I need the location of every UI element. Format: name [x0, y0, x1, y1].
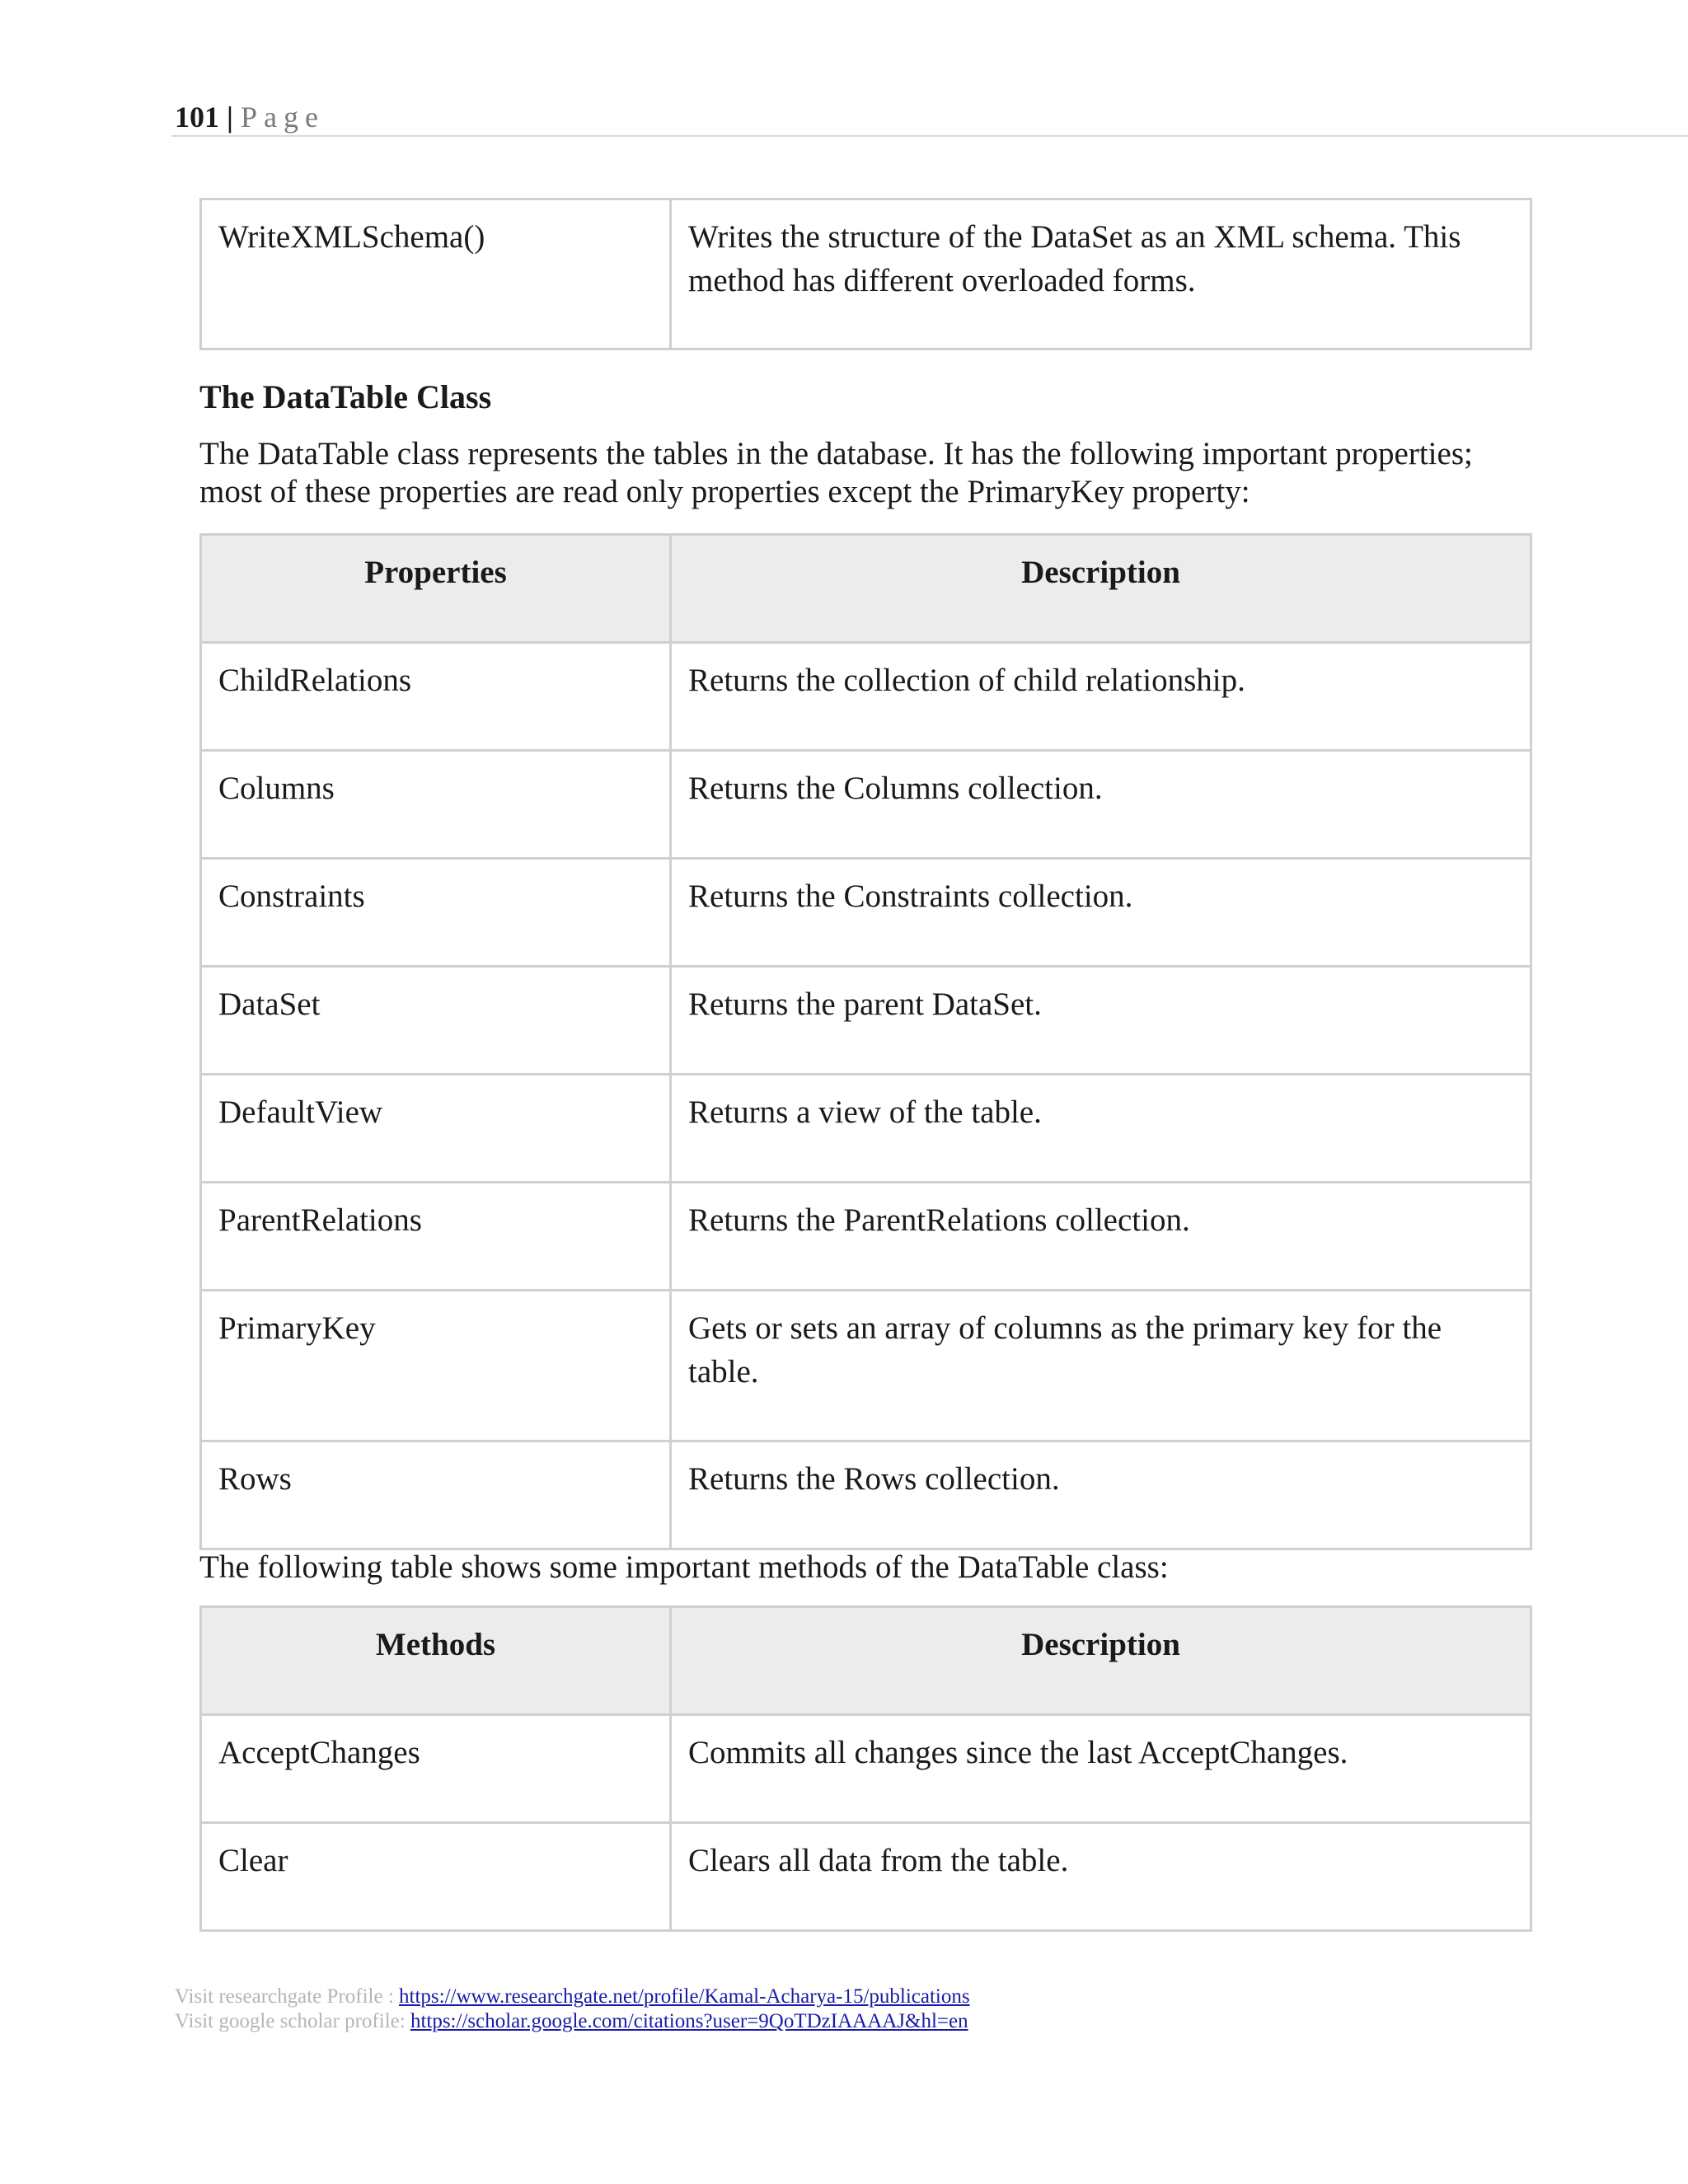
method-description-cell: Commits all changes since the last AcceptChanges. [671, 1715, 1531, 1823]
property-description-cell: Returns the parent DataSet. [671, 967, 1531, 1075]
page-number: 101 [175, 101, 219, 134]
header-rule [171, 135, 1688, 137]
property-name-cell: ParentRelations [201, 1183, 671, 1291]
scholar-link[interactable]: https://scholar.google.com/citations?user=9QoTDzIAAAAJ&hl=en [410, 2010, 968, 2032]
table-row [201, 1823, 1531, 1931]
scholar-label: Visit google scholar profile: [175, 2010, 406, 2032]
researchgate-link[interactable]: https://www.researchgate.net/profile/Kamal-Acharya-15/publications [399, 1985, 970, 2008]
property-name-cell: ChildRelations [201, 643, 671, 751]
column-header-methods: Methods [201, 1607, 671, 1715]
method-name-cell: WriteXMLSchema() [201, 199, 671, 349]
property-description-cell: Returns the Rows collection. [671, 1441, 1531, 1549]
table-header-row [201, 1607, 1531, 1715]
table-row [201, 967, 1531, 1075]
property-name-cell: DefaultView [201, 1075, 671, 1183]
property-description-cell: Returns the ParentRelations collection. [671, 1183, 1531, 1291]
property-description-cell: Returns the Columns collection. [671, 751, 1531, 859]
property-name-cell: PrimaryKey [201, 1291, 671, 1441]
property-name-cell: DataSet [201, 967, 671, 1075]
researchgate-label: Visit researchgate Profile : [175, 1985, 394, 2008]
column-header-properties: Properties [201, 535, 671, 643]
property-name-cell: Columns [201, 751, 671, 859]
property-description-cell: Returns a view of the table. [671, 1075, 1531, 1183]
table-row [201, 199, 1531, 349]
properties-table [199, 533, 1532, 1550]
method-name-cell: Clear [201, 1823, 671, 1931]
column-header-description: Description [671, 1607, 1531, 1715]
property-description-cell: Returns the Constraints collection. [671, 859, 1531, 967]
dataset-methods-table-continued [199, 198, 1532, 350]
scholar-line [175, 2009, 970, 2034]
section-heading: The DataTable Class [199, 378, 492, 415]
page-footer [175, 1985, 970, 2034]
property-name-cell: Constraints [201, 859, 671, 967]
table-header-row [201, 535, 1531, 643]
property-name-cell: Rows [201, 1441, 671, 1549]
column-header-description: Description [671, 535, 1531, 643]
header-separator: | [227, 101, 233, 134]
property-description-cell: Gets or sets an array of columns as the primary key for the table. [671, 1291, 1531, 1441]
page-label: Page [240, 101, 325, 134]
table-row [201, 1183, 1531, 1291]
methods-intro-paragraph: The following table shows some important methods of the DataTable class: [199, 1549, 1169, 1585]
table-row [201, 1441, 1531, 1549]
table-row [201, 1075, 1531, 1183]
methods-table [199, 1605, 1532, 1932]
section-intro-paragraph: The DataTable class represents the tables in the database. It has the following important properties; most of these properties are read only properties except the PrimaryKey property: [199, 436, 1473, 509]
table-row [201, 1291, 1531, 1441]
page-header [175, 97, 325, 137]
method-name-cell: AcceptChanges [201, 1715, 671, 1823]
table-row [201, 751, 1531, 859]
method-description-cell: Clears all data from the table. [671, 1823, 1531, 1931]
table-row [201, 1715, 1531, 1823]
method-description-cell: Writes the structure of the DataSet as an XML schema. This method has different overloaded forms. [671, 199, 1531, 349]
table-row [201, 859, 1531, 967]
researchgate-line [175, 1985, 970, 2009]
property-description-cell: Returns the collection of child relationship. [671, 643, 1531, 751]
table-row [201, 643, 1531, 751]
